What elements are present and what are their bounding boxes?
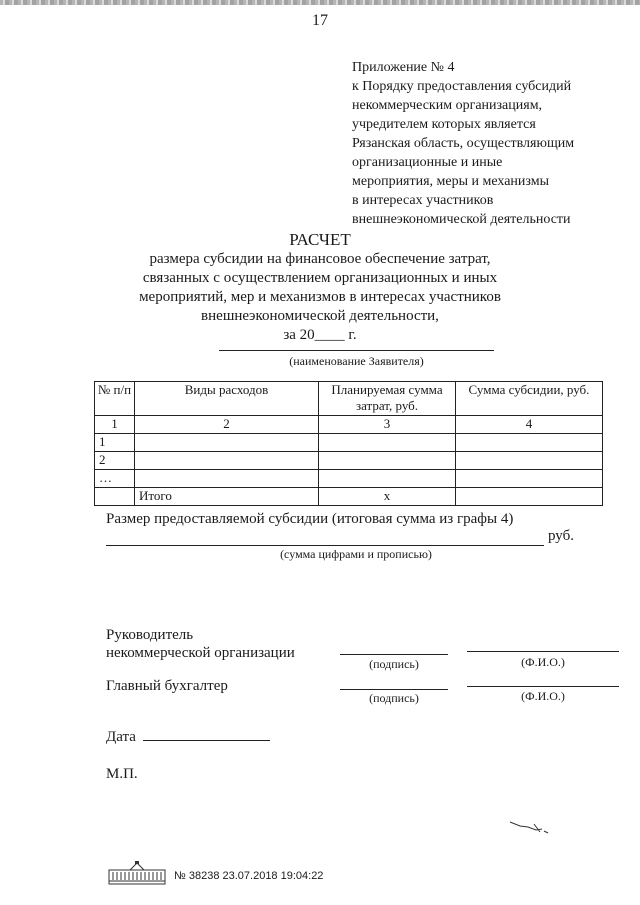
expenses-table [94, 381, 603, 506]
column-number: 4 [456, 416, 603, 434]
document-subtitle [0, 250, 640, 345]
subsidy-sum-cell[interactable] [456, 452, 603, 470]
table-header-row [95, 382, 603, 416]
table-row [95, 452, 603, 470]
accountant-name-caption: (Ф.И.О.) [521, 689, 565, 703]
rub-label: руб. [548, 528, 574, 544]
appendix-header [352, 58, 622, 229]
government-building-seal-icon [108, 861, 166, 887]
appendix-line: мероприятия, меры и механизмы [352, 174, 550, 189]
planned-sum-cell[interactable] [319, 452, 456, 470]
appendix-line: в интересах участников [352, 193, 494, 208]
expense-type-cell[interactable] [135, 452, 319, 470]
column-numbering-row [95, 416, 603, 434]
scan-top-edge [0, 0, 640, 5]
subsidy-sum-line[interactable] [106, 545, 544, 546]
appendix-line: организационные и иные [352, 155, 503, 170]
expense-type-cell[interactable] [135, 434, 319, 452]
date-label: Дата [106, 729, 136, 745]
applicant-name-line[interactable] [219, 350, 494, 351]
subtitle-line: за 20____ г. [283, 327, 357, 343]
applicant-caption: (наименование Заявителя) [289, 354, 424, 368]
subtitle-line: связанных с осуществлением организационных и иных [142, 270, 498, 286]
sum-caption: (сумма цифрами и прописью) [280, 547, 432, 561]
accountant-label: Главный бухгалтер [106, 678, 228, 694]
appendix-line: Приложение № 4 [352, 60, 455, 75]
date-line[interactable] [143, 740, 270, 741]
row-number: 1 [95, 434, 135, 452]
table-row [95, 470, 603, 488]
total-planned-cell: x [319, 488, 456, 506]
expense-type-cell[interactable] [135, 470, 319, 488]
subtitle-line: мероприятий, мер и механизмов в интересах участников [139, 289, 501, 305]
subtitle-line: внешнеэкономической деятельности, [201, 308, 439, 324]
director-name-caption: (Ф.И.О.) [521, 655, 565, 669]
registration-stamp: № 38238 23.07.2018 19:04:22 [174, 870, 324, 882]
header-subsidy-sum: Сумма субсидии, руб. [456, 382, 603, 416]
appendix-line: внешнеэкономической деятельности [352, 212, 571, 227]
director-signature-caption: (подпись) [369, 657, 419, 671]
page-number: 17 [312, 12, 328, 29]
director-label-line: некоммерческой организации [106, 645, 295, 661]
subsidy-sum-cell[interactable] [456, 470, 603, 488]
column-number: 2 [135, 416, 319, 434]
column-number: 3 [319, 416, 456, 434]
appendix-line: учредителем которых является [352, 117, 536, 132]
planned-sum-cell[interactable] [319, 434, 456, 452]
total-number-cell [95, 488, 135, 506]
accountant-name-line[interactable] [467, 686, 619, 687]
header-expense-type: Виды расходов [135, 382, 319, 416]
header-number: № п/п [95, 382, 135, 416]
appendix-line: Рязанская область, осуществляющим [352, 136, 575, 151]
total-row [95, 488, 603, 506]
subtitle-line: размера субсидии на финансовое обеспечение затрат, [149, 251, 491, 267]
director-signature-line[interactable] [340, 654, 448, 655]
total-label: Итого [135, 488, 319, 506]
table-row [95, 434, 603, 452]
planned-sum-cell[interactable] [319, 470, 456, 488]
director-label-line: Руководитель [106, 627, 194, 643]
document-title: РАСЧЕТ [289, 230, 351, 249]
appendix-line: некоммерческим организациям, [352, 98, 543, 113]
director-name-line[interactable] [467, 651, 619, 652]
column-number: 1 [95, 416, 135, 434]
row-number: 2 [95, 452, 135, 470]
director-label [106, 626, 295, 662]
subsidy-sum-cell[interactable] [456, 434, 603, 452]
accountant-signature-line[interactable] [340, 689, 448, 690]
appendix-line: к Порядку предоставления субсидий [352, 79, 572, 94]
subsidy-size-label: Размер предоставляемой субсидии (итоговая сумма из графы 4) [106, 511, 514, 527]
header-planned-sum: Планируемая сумма затрат, руб. [319, 382, 456, 416]
accountant-signature-caption: (подпись) [369, 691, 419, 705]
stamp-label: М.П. [106, 766, 138, 782]
row-number: … [95, 470, 135, 488]
handwritten-mark-icon [508, 818, 552, 836]
total-subsidy-cell[interactable] [456, 488, 603, 506]
